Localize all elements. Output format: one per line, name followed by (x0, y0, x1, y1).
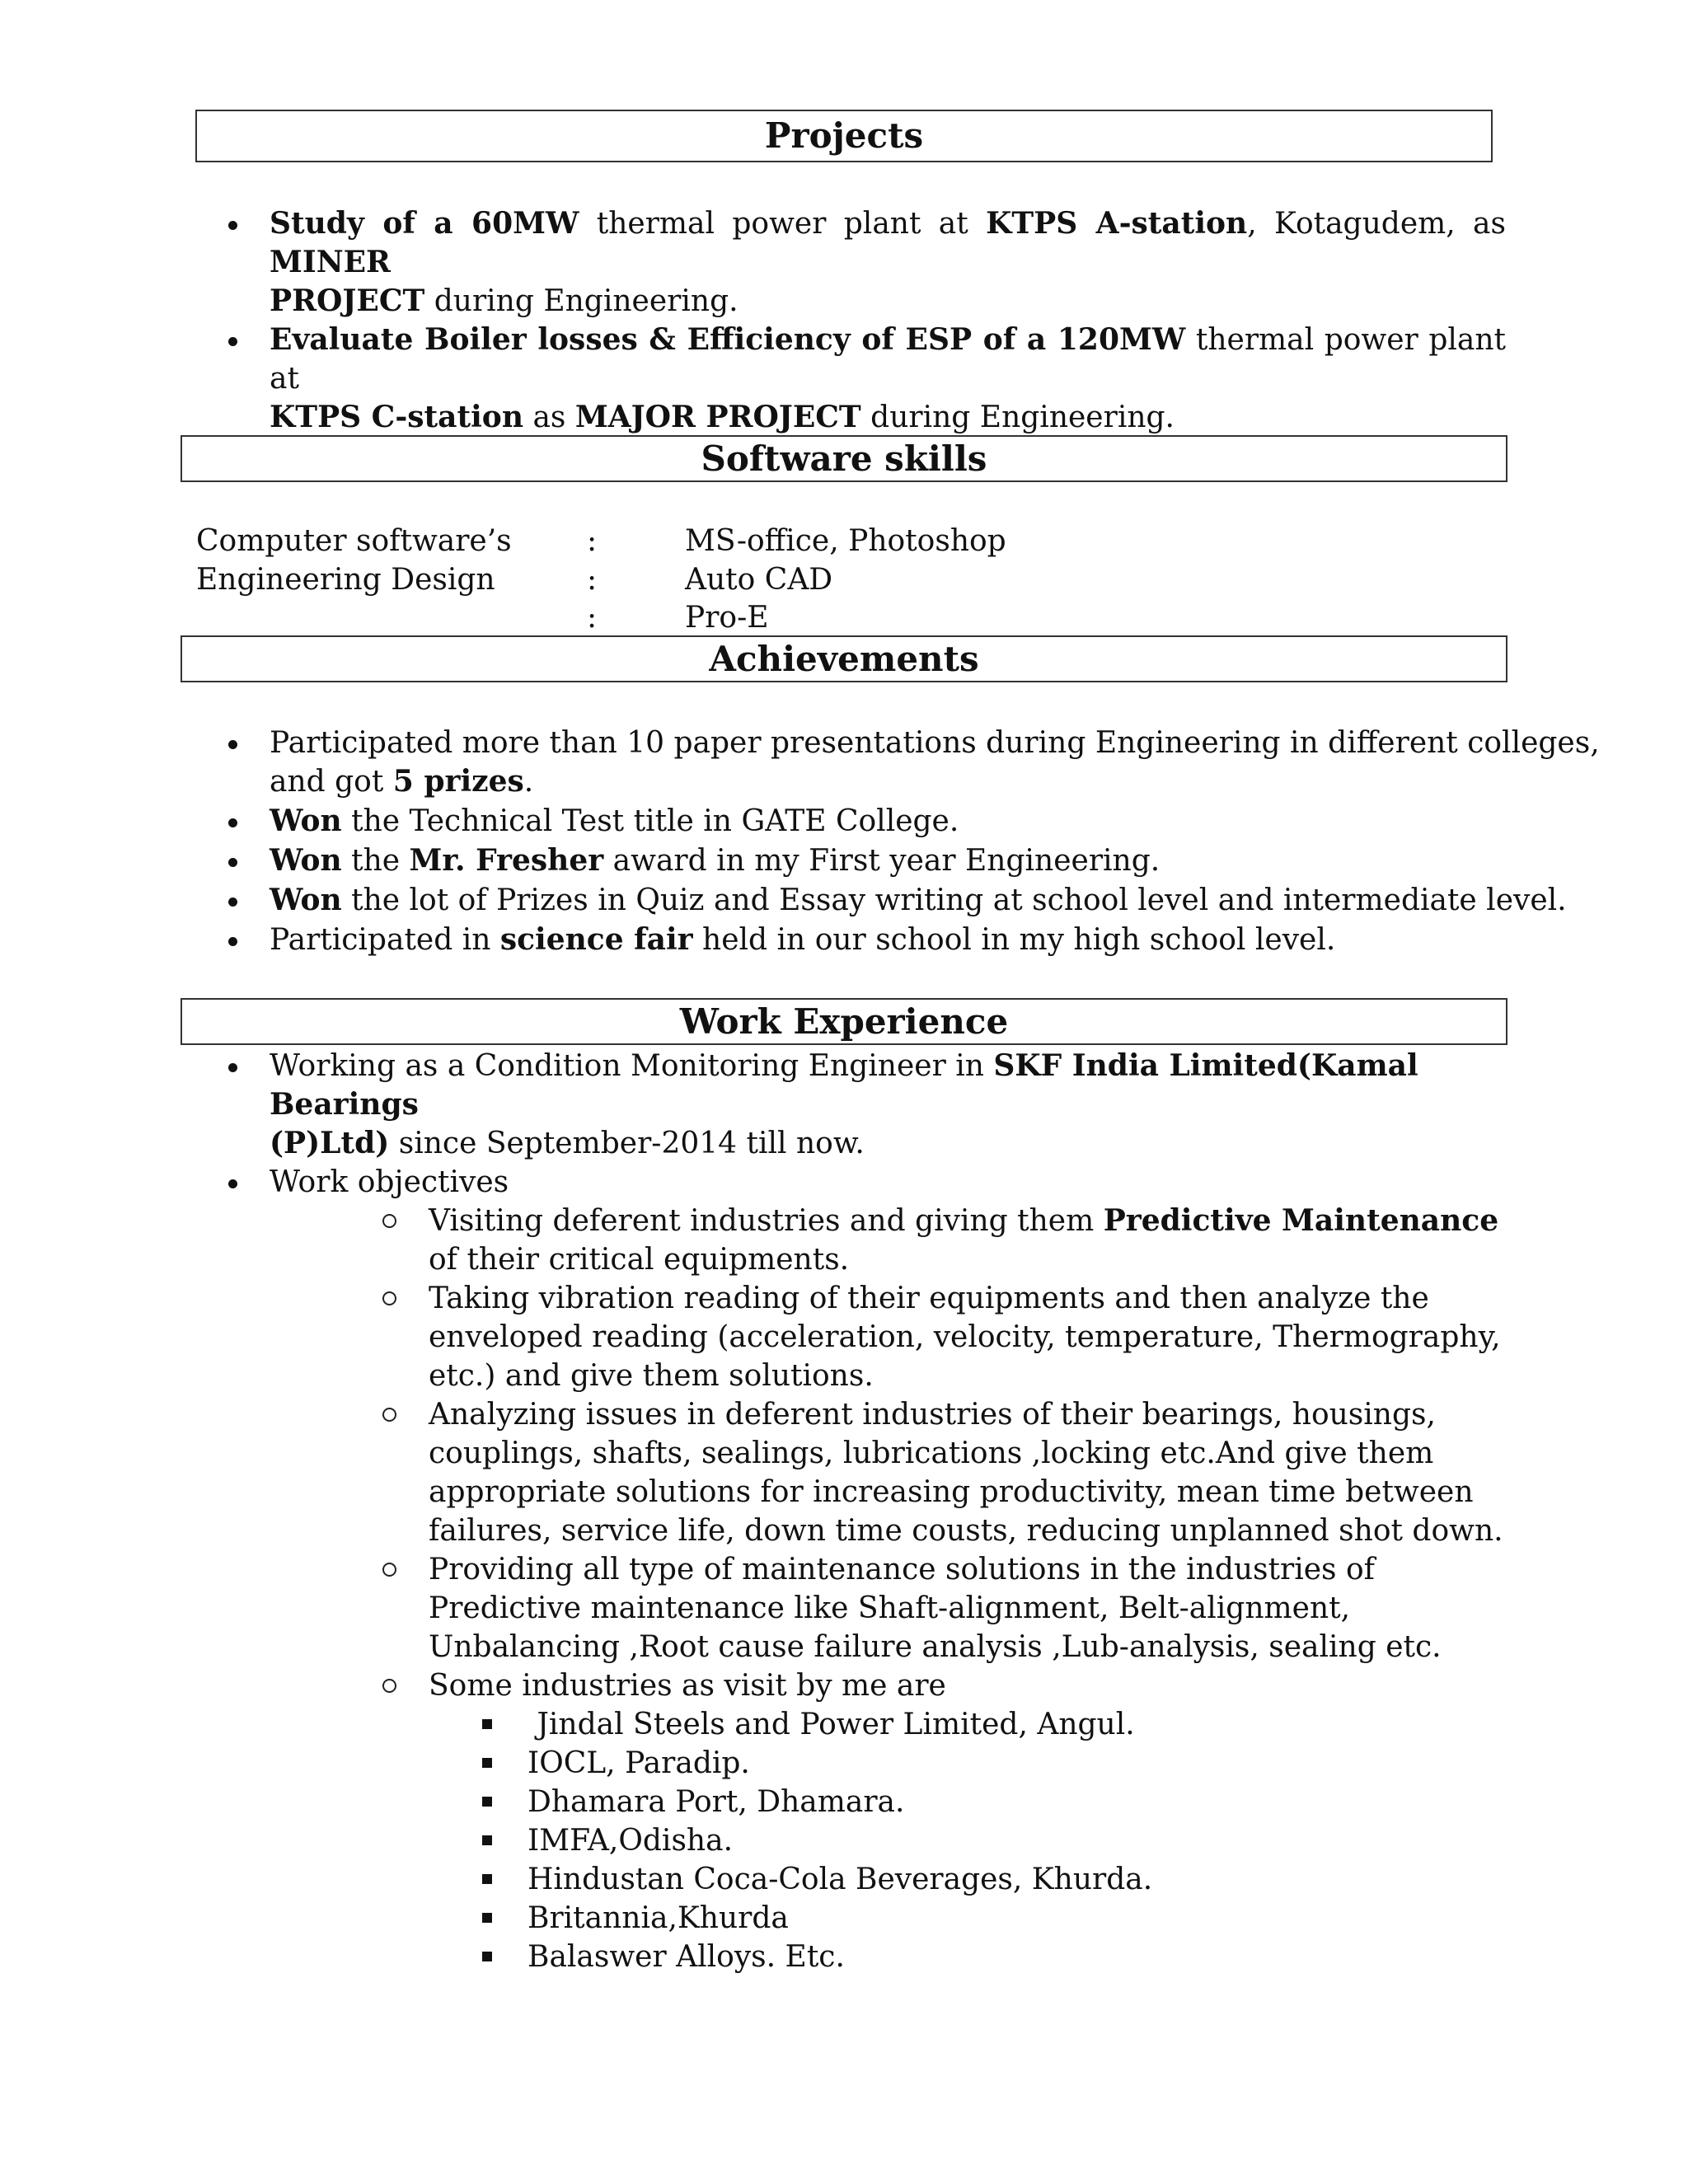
list-item: Participated in science fair held in our school in my high school level. (270, 921, 1539, 959)
square-bullet-icon (482, 1835, 492, 1845)
bullet-icon (228, 818, 237, 827)
skill-value: MS-office, Photoshop (685, 524, 1006, 558)
list-item: Study of a 60MW thermal power plant at KTPS A-station, Kotagudem, as MINER PROJECT during Engineering. (270, 204, 1506, 321)
achievements-title: Achievements (709, 638, 979, 679)
skill-label: Computer software’s (196, 524, 512, 558)
software-heading (181, 435, 1507, 482)
circle-bullet-icon (382, 1291, 396, 1305)
skill-separator: : (587, 524, 598, 558)
bullet-icon (228, 337, 237, 346)
objectives-list (270, 1202, 1506, 1976)
list-item: Taking vibration reading of their equipments and then analyze the enveloped reading (acceleration, velocity, temperature, Thermography, etc.) and give them solutions. (429, 1279, 1506, 1395)
circle-bullet-icon (382, 1563, 396, 1577)
work-list (270, 1047, 1506, 1976)
list-item: IOCL, Paradip. (528, 1744, 1506, 1783)
list-item: Some industries as visit by me are Jindal Steels and Power Limited, Angul. IOCL, Paradip. Dhamara Port, Dhamara. IMFA,Odisha. Hindustan Coca-Cola Beverages, Khurda. Britannia,Khurda Balaswer Alloys. Etc. (429, 1666, 1506, 1976)
list-item: Participated more than 10 paper presentations during Engineering in different colleges, and got 5 prizes. (270, 724, 1539, 801)
skill-separator: : (587, 601, 598, 635)
bullet-icon (228, 740, 237, 749)
work-heading (181, 998, 1507, 1045)
list-item: Balaswer Alloys. Etc. (528, 1938, 1506, 1976)
list-item: Dhamara Port, Dhamara. (528, 1783, 1506, 1821)
circle-bullet-icon (382, 1679, 396, 1693)
projects-heading (195, 110, 1493, 162)
bullet-icon (228, 898, 237, 907)
work-title: Work Experience (679, 1001, 1009, 1042)
square-bullet-icon (482, 1719, 492, 1729)
square-bullet-icon (482, 1874, 492, 1884)
list-item: Work objectives Visiting deferent industries and giving them Predictive Maintenance of their critical equipments. Taking vibration reading of their equipments and then analyze the enveloped reading (acceleration, velocity, temperature, Thermography, etc.) and give them solutions. Analyzing issues in deferent industries of their bearings, housings, couplings, shafts, sealings, lubrications ,locking etc.And give them appropriate solutions for increasing productivity, mean time between failures, service life, down time cousts, reducing unplanned shot down. Providing all type of maintenance solutions in the industries of Predictive maintenance like Shaft-alignment, Belt-alignment, Unbalancing ,Root cause failure analysis ,Lub-analysis, sealing etc. Some industries as visit by me are Jindal Steels and Power Limited, Angul. IOCL, Paradip. Dhamara Port, Dhamara. IMFA,Odisha. Hindustan Coca-Cola Beverages, Khurda. Britannia,Khurda Balaswer Alloys. Etc. (270, 1163, 1506, 1976)
list-item: IMFA,Odisha. (528, 1821, 1506, 1860)
skill-value: Auto CAD (685, 563, 833, 597)
bullet-icon (228, 1179, 237, 1188)
software-title: Software skills (701, 438, 987, 479)
square-bullet-icon (482, 1797, 492, 1807)
skill-label: Engineering Design (196, 563, 495, 597)
skill-separator: : (587, 563, 598, 597)
projects-list (270, 204, 1506, 437)
square-bullet-icon (482, 1758, 492, 1768)
bullet-icon (228, 858, 237, 867)
circle-bullet-icon (382, 1214, 396, 1228)
achievements-list (270, 724, 1600, 959)
list-item: Evaluate Boiler losses & Efficiency of ESP of a 120MW thermal power plant at KTPS C-station as MAJOR PROJECT during Engineering. (270, 321, 1506, 437)
industries-list (429, 1705, 1506, 1976)
square-bullet-icon (482, 1913, 492, 1923)
bullet-icon (228, 937, 237, 946)
skill-value: Pro-E (685, 601, 769, 635)
list-item: Providing all type of maintenance solutions in the industries of Predictive maintenance like Shaft-alignment, Belt-alignment, Unbalancing ,Root cause failure analysis ,Lub-analysis, sealing etc. (429, 1550, 1506, 1666)
list-item: Jindal Steels and Power Limited, Angul. (528, 1705, 1506, 1744)
list-item: Analyzing issues in deferent industries of their bearings, housings, couplings, shafts, sealings, lubrications ,locking etc.And give them appropriate solutions for increasing productivity, mean time between failures, service life, down time cousts, reducing unplanned shot down. (429, 1395, 1506, 1550)
list-item: Working as a Condition Monitoring Engineer in SKF India Limited(Kamal Bearings (P)Ltd) since September-2014 till now. (270, 1047, 1506, 1163)
achievements-heading (181, 635, 1507, 682)
list-item: Won the Technical Test title in GATE College. (270, 802, 1539, 841)
list-item: Won the Mr. Fresher award in my First year Engineering. (270, 841, 1539, 880)
list-item: Visiting deferent industries and giving them Predictive Maintenance of their critical equipments. (429, 1202, 1506, 1279)
circle-bullet-icon (382, 1408, 396, 1422)
list-item: Hindustan Coca-Cola Beverages, Khurda. (528, 1860, 1506, 1899)
projects-title: Projects (764, 115, 924, 156)
list-item: Britannia,Khurda (528, 1899, 1506, 1938)
square-bullet-icon (482, 1952, 492, 1961)
bullet-icon (228, 221, 237, 230)
list-item: Won the lot of Prizes in Quiz and Essay writing at school level and intermediate level. (270, 881, 1539, 920)
bullet-icon (228, 1063, 237, 1072)
